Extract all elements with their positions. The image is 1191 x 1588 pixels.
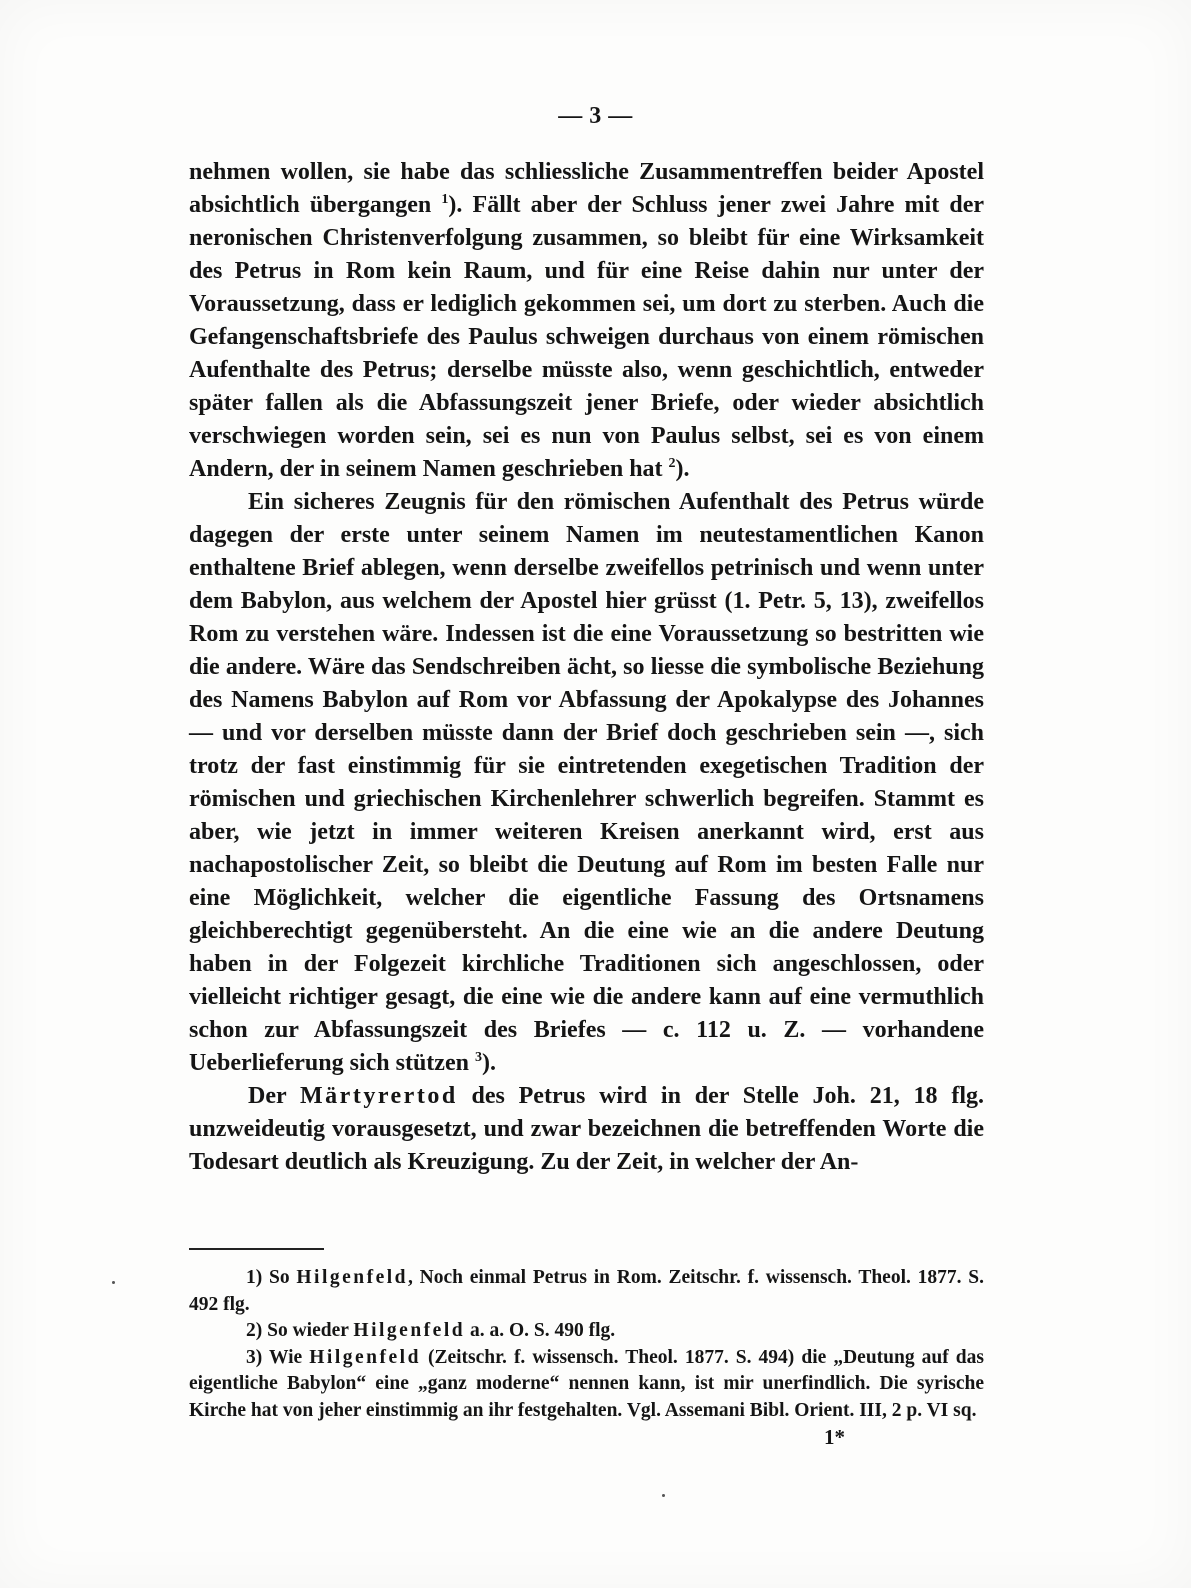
- scan-speck: [112, 1281, 115, 1284]
- paragraph: [189, 486, 984, 1080]
- footnote-reference: 3: [474, 1050, 482, 1065]
- footnote: [189, 1318, 984, 1345]
- text-run: , Noch einmal Petrus in Rom. Zeitschr. f. wissensch. Theol. 1877. S. 492 flg.: [189, 1267, 984, 1315]
- footnote-reference: 2: [668, 456, 676, 471]
- footnote: [189, 1265, 984, 1318]
- footnotes: [189, 1265, 984, 1424]
- paragraph: [189, 156, 984, 486]
- spaced-emphasis-text: Hilgenfeld: [296, 1267, 409, 1288]
- text-run: ).: [675, 456, 690, 482]
- text-run: 2) So wieder: [246, 1320, 354, 1341]
- text-run: nehmen wollen, sie habe das schliessliche Zusammentreffen beider Apostel absichtlich übergangen: [189, 159, 984, 218]
- text-run: des Petrus wird in der Stelle Joh. 21, 18 flg. unzweideutig vorausgesetzt, und zwar bezeichnen die betreffenden Worte die Todesart deutlich als Kreuzigung. Zu der Zeit, in welcher der An-: [189, 1083, 984, 1175]
- text-run: ). Fällt aber der Schluss jener zwei Jahre mit der neronischen Christenverfolgung zusammen, so bleibt für eine Wirksamkeit des Petrus in Rom kein Raum, und für eine Reise dahin nur unter der Voraussetzung, dass er lediglich gekommen sei, um dort zu sterben. Auch die Gefangenschaftsbriefe des Paulus schweigen durchaus von einem römischen Aufenthalte des Petrus; derselbe müsste also, wenn geschichtlich, entweder später fallen als die Abfassungszeit jener Briefe, oder wieder absichtlich verschwiegen worden sein, sei es nun von Paulus selbst, sei es von einem Andern, der in seinem Namen geschrieben hat: [189, 192, 985, 482]
- page-number: — 3 —: [558, 103, 633, 129]
- footnote-divider: [189, 1248, 324, 1250]
- spaced-emphasis-text: Hilgenfeld: [353, 1320, 466, 1341]
- text-run: (Zeitschr. f. wissensch. Theol. 1877. S. 494) die „Deutung auf das eigentliche Babylon“ eine „ganz moderne“ nennen kann, ist mir unerfindlich. Die syrische Kirche hat von jeher einstimmig an ihr festgehalten. Vgl. Assemani Bibl. Orient. III, 2 p. VI sq.: [189, 1346, 984, 1421]
- text-run: 1) So: [246, 1267, 297, 1288]
- text-run: ).: [481, 1050, 496, 1076]
- text-run: a. a. O. S. 490 flg.: [465, 1320, 616, 1341]
- paragraph: [189, 1080, 984, 1179]
- spaced-emphasis-text: Hilgenfeld: [309, 1346, 421, 1368]
- footnote-reference: 1: [441, 192, 449, 207]
- text-run: 3) Wie: [246, 1346, 310, 1368]
- text-run: Der: [248, 1083, 301, 1109]
- signature-mark: 1*: [824, 1425, 845, 1449]
- footnote: [189, 1345, 984, 1425]
- scan-speck: [662, 1494, 665, 1497]
- main-text: [189, 156, 984, 1179]
- spaced-emphasis-text: Märtyrertod: [300, 1083, 458, 1109]
- text-run: Ein sicheres Zeugnis für den römischen Aufenthalt des Petrus würde dagegen der erste unter seinem Namen im neutestamentlichen Kanon enthaltene Brief ablegen, wenn derselbe zweifellos petrinisch und wenn unter dem Babylon, aus welchem der Apostel hier grüsst (1. Petr. 5, 13), zweifellos Rom zu verstehen wäre. Indessen ist die eine Voraussetzung so bestritten wie die andere. Wäre das Sendschreiben ächt, so liesse die symbolische Beziehung des Namens Babylon auf Rom vor Abfassung der Apokalypse des Johannes — und vor derselben müsste dann der Brief doch geschrieben sein —, sich trotz der fast einstimmig für sie eintretenden exegetischen Tradition der römischen und griechischen Kirchenlehrer schwerlich begreifen. Stammt es aber, wie jetzt in immer weiteren Kreisen anerkannt wird, erst aus nachapostolischer Zeit, so bleibt die Deutung auf Rom im besten Falle nur eine Möglichkeit, welcher die eigentliche Fassung des Ortsnamens gleichberechtigt gegenübersteht. An die eine wie an die andere Deutung haben in der Folgezeit kirchliche Traditionen sich angeschlossen, oder vielleicht richtiger gesagt, die eine wie die andere kann auf eine vermuthlich schon zur Abfassungszeit des Briefes — c. 112 u. Z. — vorhandene Ueberlieferung sich stützen: [189, 489, 984, 1076]
